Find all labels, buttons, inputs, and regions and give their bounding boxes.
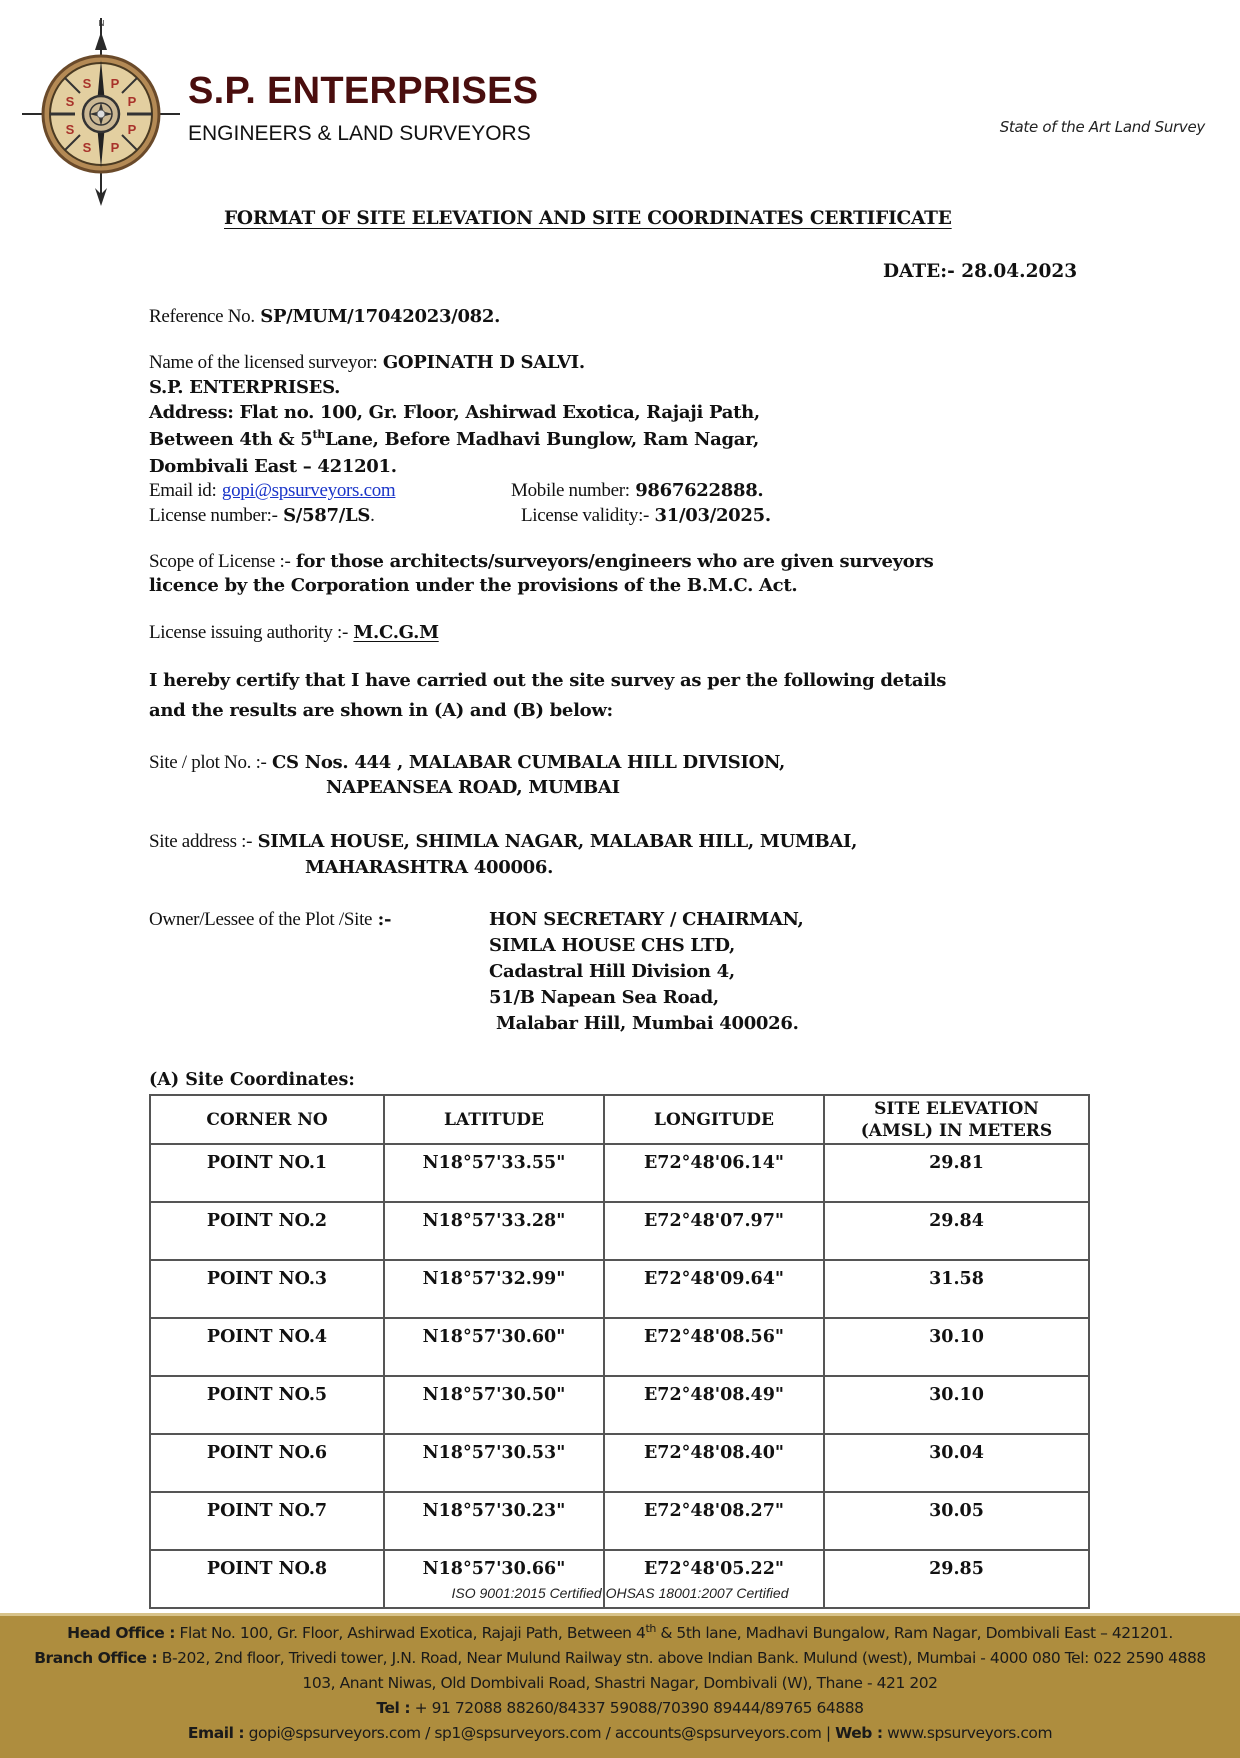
- owner-label: Owner/Lessee of the Plot /Site: [149, 909, 373, 930]
- table-row: [150, 1318, 1089, 1376]
- branch-office-value: B-202, 2nd floor, Trivedi tower, J.N. Road, Near Mulund Railway stn. above Indian Bank. Mulund (west), Mumbai - 4000 080 Tel: 022 2590 4888: [157, 1649, 1206, 1667]
- header-longitude: LONGITUDE: [604, 1095, 824, 1144]
- table-row: [150, 1376, 1089, 1434]
- firm-name: S.P. ENTERPRISES.: [149, 377, 341, 398]
- table-row: [150, 1144, 1089, 1202]
- table-row: [150, 1202, 1089, 1260]
- company-subtitle: ENGINEERS & LAND SURVEYORS: [188, 122, 531, 145]
- cell-elevation: 30.10: [824, 1318, 1089, 1376]
- email-line: [149, 480, 395, 502]
- footer-tel: [0, 1699, 1240, 1717]
- scope-label: Scope of License :-: [149, 551, 291, 572]
- owner-value-3: Cadastral Hill Division 4,: [489, 961, 735, 982]
- plot-label: Site / plot No. :-: [149, 752, 267, 773]
- cell-latitude: N18°57'30.66": [384, 1550, 604, 1608]
- license-number-suffix: .: [370, 505, 375, 526]
- svg-text:S: S: [65, 94, 75, 109]
- cell-elevation: 29.85: [824, 1550, 1089, 1608]
- site-coordinates-table: [149, 1094, 1090, 1609]
- footer-head-office: [0, 1621, 1240, 1642]
- cell-elevation: 29.84: [824, 1202, 1089, 1260]
- cell-longitude: E72°48'08.56": [604, 1318, 824, 1376]
- svg-text:S: S: [65, 122, 75, 137]
- cell-latitude: N18°57'30.50": [384, 1376, 604, 1434]
- certify-line-1: I hereby certify that I have carried out the site survey as per the following details: [149, 670, 947, 691]
- reference-line: [149, 306, 500, 328]
- cell-elevation: 30.10: [824, 1376, 1089, 1434]
- cell-longitude: E72°48'08.49": [604, 1376, 824, 1434]
- tel-label: Tel :: [376, 1699, 411, 1717]
- owner-value-4: 51/B Napean Sea Road,: [489, 987, 719, 1008]
- surveyor-name: GOPINATH D SALVI.: [382, 352, 585, 373]
- address-line-3: Dombivali East – 421201.: [149, 456, 397, 477]
- document-title: FORMAT OF SITE ELEVATION AND SITE COORDINATES CERTIFICATE: [224, 208, 952, 229]
- scope-value-1: for those architects/surveyors/engineers who are given surveyors: [295, 551, 934, 572]
- address-line-1: Address: Flat no. 100, Gr. Floor, Ashirwad Exotica, Rajaji Path,: [149, 402, 760, 423]
- cell-elevation: 31.58: [824, 1260, 1089, 1318]
- address-superscript: th: [312, 428, 325, 441]
- cell-longitude: E72°48'09.64": [604, 1260, 824, 1318]
- reference-value: SP/MUM/17042023/082.: [260, 306, 501, 327]
- header-site-elevation: [824, 1095, 1089, 1144]
- table-header-row: [150, 1095, 1089, 1144]
- owner-separator: :-: [377, 909, 392, 930]
- web-label: Web :: [835, 1724, 883, 1742]
- plot-value-2: NAPEANSEA ROAD, MUMBAI: [326, 777, 620, 798]
- branch-office-label: Branch Office :: [34, 1649, 158, 1667]
- certify-line-2: and the results are shown in (A) and (B) below:: [149, 700, 613, 721]
- table-row: [150, 1434, 1089, 1492]
- cell-latitude: N18°57'33.28": [384, 1202, 604, 1260]
- authority-line: [149, 622, 439, 644]
- certifications-line: ISO 9001:2015 Certified OHSAS 18001:2007 Certified: [451, 1585, 789, 1601]
- site-address-value-2: MAHARASHTRA 400006.: [305, 857, 554, 878]
- footer-band: [0, 1613, 1240, 1758]
- head-office-superscript: th: [645, 1621, 656, 1635]
- cell-elevation: 29.81: [824, 1144, 1089, 1202]
- cell-longitude: E72°48'08.40": [604, 1434, 824, 1492]
- owner-value-5: Malabar Hill, Mumbai 400026.: [496, 1013, 799, 1034]
- authority-value: M.C.G.M: [353, 622, 439, 643]
- table-row: [150, 1492, 1089, 1550]
- svg-text:P: P: [110, 140, 120, 155]
- cell-elevation: 30.05: [824, 1492, 1089, 1550]
- mobile-line: [511, 480, 763, 502]
- header-elevation-line-1: SITE ELEVATION: [874, 1098, 1039, 1119]
- header-latitude: LATITUDE: [384, 1095, 604, 1144]
- cell-latitude: N18°57'30.53": [384, 1434, 604, 1492]
- address-line-2-post: Lane, Before Madhavi Bunglow, Ram Nagar,: [324, 429, 759, 450]
- owner-value-2: SIMLA HOUSE CHS LTD,: [489, 935, 736, 956]
- scope-value-2: licence by the Corporation under the provisions of the B.M.C. Act.: [149, 575, 798, 596]
- email-link[interactable]: gopi@spsurveyors.com: [221, 480, 396, 501]
- surveyor-label: Name of the licensed surveyor:: [149, 352, 378, 373]
- head-office-label: Head Office :: [67, 1624, 176, 1642]
- date-value: 28.04.2023: [961, 261, 1078, 282]
- cell-latitude: N18°57'30.23": [384, 1492, 604, 1550]
- email-label: Email id:: [149, 480, 217, 501]
- cell-latitude: N18°57'32.99": [384, 1260, 604, 1318]
- head-office-post: & 5th lane, Madhavi Bungalow, Ram Nagar, Dombivali East – 421201.: [655, 1624, 1173, 1642]
- table-row: [150, 1260, 1089, 1318]
- company-name: S.P. ENTERPRISES: [188, 70, 539, 112]
- license-number-label: License number:-: [149, 505, 278, 526]
- license-validity-line: [521, 505, 771, 527]
- web-value: www.spsurveyors.com: [882, 1724, 1053, 1742]
- tel-value: + 91 72088 88260/84337 59088/70390 89444/89765 64888: [410, 1699, 864, 1717]
- footer-branch-office-2: 103, Anant Niwas, Old Dombivali Road, Shastri Nagar, Dombivali (W), Thane - 421 202: [302, 1674, 938, 1692]
- address-line-2-pre: Between 4th & 5: [149, 429, 313, 450]
- footer-email-value: gopi@spsurveyors.com / sp1@spsurveyors.com / accounts@spsurveyors.com |: [244, 1724, 836, 1742]
- cell-corner: POINT NO.3: [150, 1260, 384, 1318]
- owner-line: [149, 909, 391, 931]
- authority-label: License issuing authority :-: [149, 622, 348, 643]
- footer-email-web: [0, 1724, 1240, 1742]
- reference-label: Reference No.: [149, 306, 255, 327]
- cell-latitude: N18°57'33.55": [384, 1144, 604, 1202]
- cell-longitude: E72°48'05.22": [604, 1550, 824, 1608]
- license-number-value: S/587/LS: [283, 505, 371, 526]
- license-number-line: [149, 505, 375, 527]
- cell-elevation: 30.04: [824, 1434, 1089, 1492]
- license-validity-label: License validity:-: [521, 505, 650, 526]
- site-address-value-1: SIMLA HOUSE, SHIMLA NAGAR, MALABAR HILL, MUMBAI,: [257, 831, 858, 852]
- plot-line: [149, 752, 785, 774]
- svg-text:P: P: [110, 76, 120, 91]
- header-corner-no: CORNER NO: [150, 1095, 384, 1144]
- tagline: State of the Art Land Survey: [999, 118, 1205, 136]
- head-office-pre: Flat No. 100, Gr. Floor, Ashirwad Exotica, Rajaji Path, Between 4: [175, 1624, 646, 1642]
- mobile-value: 9867622888.: [635, 480, 764, 501]
- license-validity-value: 31/03/2025.: [654, 505, 771, 526]
- cell-longitude: E72°48'08.27": [604, 1492, 824, 1550]
- cell-longitude: E72°48'06.14": [604, 1144, 824, 1202]
- cell-corner: POINT NO.5: [150, 1376, 384, 1434]
- document-date: [883, 261, 1077, 282]
- mobile-label: Mobile number:: [511, 480, 630, 501]
- surveyor-line: [149, 352, 585, 374]
- cell-longitude: E72°48'07.97": [604, 1202, 824, 1260]
- footer-branch-office: [0, 1649, 1240, 1667]
- site-address-label: Site address :-: [149, 831, 253, 852]
- svg-text:P: P: [127, 122, 137, 137]
- svg-text:S: S: [82, 76, 92, 91]
- svg-text:P: P: [127, 94, 137, 109]
- svg-text:S: S: [82, 140, 92, 155]
- site-address-line: [149, 831, 857, 853]
- cell-corner: POINT NO.6: [150, 1434, 384, 1492]
- cell-latitude: N18°57'30.60": [384, 1318, 604, 1376]
- footer-email-label: Email :: [187, 1724, 245, 1742]
- owner-value-1: HON SECRETARY / CHAIRMAN,: [489, 909, 804, 930]
- compass-logo-icon: [20, 10, 182, 206]
- cell-corner: POINT NO.4: [150, 1318, 384, 1376]
- table-caption: (A) Site Coordinates:: [149, 1070, 355, 1090]
- cell-corner: POINT NO.8: [150, 1550, 384, 1608]
- svg-text:N: N: [98, 19, 105, 28]
- cell-corner: POINT NO.7: [150, 1492, 384, 1550]
- address-line-2: [149, 429, 759, 450]
- plot-value-1: CS Nos. 444 , MALABAR CUMBALA HILL DIVISION,: [272, 752, 785, 773]
- cell-corner: POINT NO.1: [150, 1144, 384, 1202]
- header-elevation-line-2: (AMSL) IN METERS: [860, 1120, 1053, 1141]
- cell-corner: POINT NO.2: [150, 1202, 384, 1260]
- date-label: DATE:-: [883, 261, 955, 282]
- scope-line-1: [149, 551, 933, 573]
